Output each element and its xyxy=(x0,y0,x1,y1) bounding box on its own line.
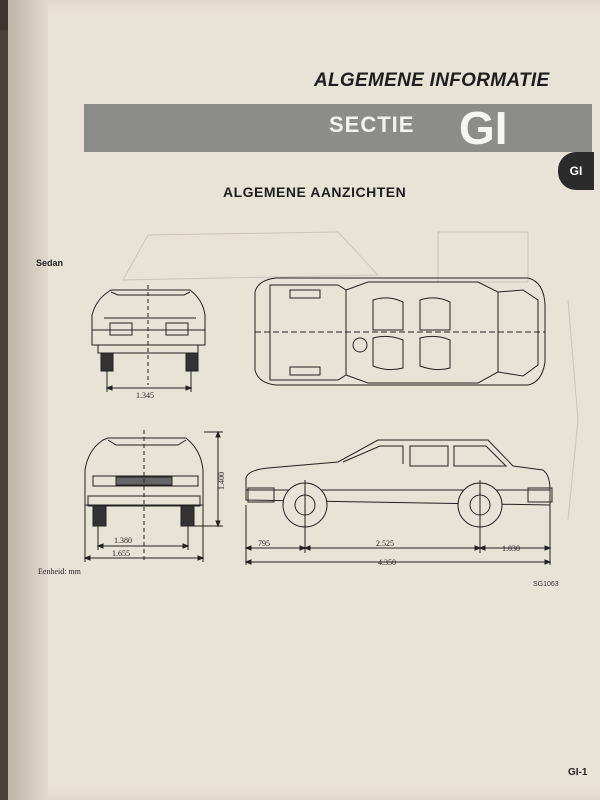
height-label: 1.400 xyxy=(217,472,226,490)
rear-overhang-label: 1.030 xyxy=(502,544,520,553)
rear-track-label: 1.345 xyxy=(136,391,154,400)
overall-length-label: 4.350 xyxy=(378,558,396,567)
section-heading: ALGEMENE INFORMATIE xyxy=(314,70,550,91)
top-view-drawing xyxy=(255,278,545,385)
vehicle-drawings xyxy=(8,0,600,800)
figure-reference: SG1063 xyxy=(533,581,559,588)
front-view-drawing xyxy=(85,430,223,562)
wheelbase-label: 2.525 xyxy=(376,539,394,548)
section-tab: GI xyxy=(558,152,594,190)
model-label: Sedan xyxy=(36,258,64,268)
overall-width-label: 1.655 xyxy=(112,549,130,558)
front-track-label: 1.380 xyxy=(114,536,132,545)
manual-page xyxy=(8,0,600,800)
page-subtitle: ALGEMENE AANZICHTEN xyxy=(223,184,407,200)
section-word: SECTIE xyxy=(329,112,415,137)
section-code: GI xyxy=(459,102,508,154)
rear-view-drawing xyxy=(92,285,205,392)
front-overhang-label: 795 xyxy=(258,539,270,548)
unit-note: Eenheid: mm xyxy=(38,567,81,576)
page-number: GI-1 xyxy=(568,767,588,778)
